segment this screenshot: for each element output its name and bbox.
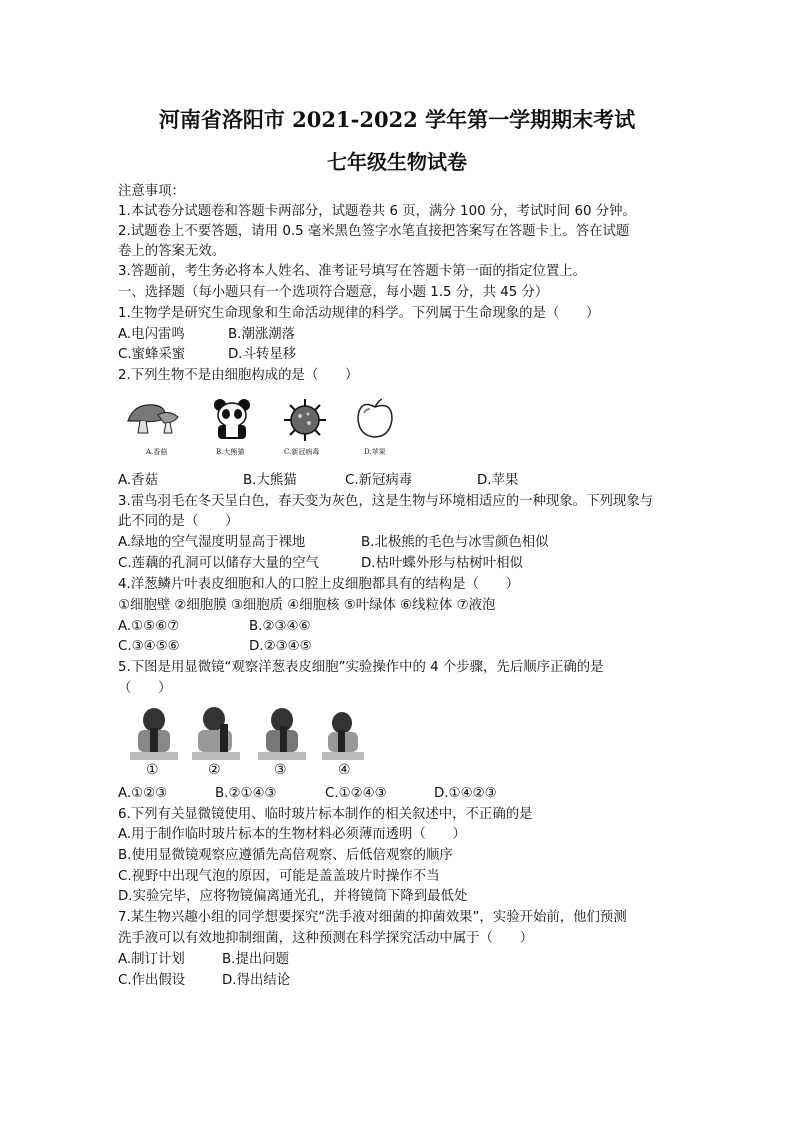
q6-option-d: D.实验完毕，应将物镜偏离通光孔，并将镜筒下降到最低处 <box>118 889 468 904</box>
q6-option-b: B.使用显微镜观察应遵循先高倍观察、后低倍观察的顺序 <box>118 848 453 863</box>
q5-images <box>128 706 368 782</box>
q4-option-c: C.③④⑤⑥ <box>118 639 180 654</box>
q7-option-c: C.作出假设 <box>118 973 186 988</box>
microscope-step-4-image <box>320 710 366 762</box>
q2-option-d: D.苹果 <box>477 473 519 488</box>
q2-option-b: B.大熊猫 <box>243 473 297 488</box>
q5-step-label-3: ③ <box>274 762 287 778</box>
q3-option-a: A.绿地的空气湿度明显高于裸地 <box>118 535 306 550</box>
note-1: 1.本试卷分试题卷和答题卡两部分，试题卷共 6 页，满分 100 分，考试时间 60 分钟。 <box>118 204 636 219</box>
q5-step-label-4: ④ <box>338 762 351 778</box>
q6-option-c: C.视野中出现气泡的原因，可能是盖盖玻片时操作不当 <box>118 869 440 884</box>
q4-items: ①细胞壁 ②细胞膜 ③细胞质 ④细胞核 ⑤叶绿体 ⑥线粒体 ⑦液泡 <box>118 598 496 613</box>
virus-image <box>282 397 328 443</box>
q7-stem-line1: 7.某生物兴趣小组的同学想要探究“洗手液对细菌的抑菌效果”，实验开始前，他们预测 <box>118 910 627 925</box>
microscope-step-1-image <box>128 706 180 762</box>
q4-option-a: A.①⑤⑥⑦ <box>118 619 180 634</box>
section-heading: 一、选择题（每小题只有一个选项符合题意，每小题 1.5 分，共 45 分） <box>118 285 549 300</box>
q1-option-b: B.潮涨潮落 <box>228 327 296 342</box>
mushroom-image <box>124 399 184 439</box>
q7-option-a: A.制订计划 <box>118 952 185 967</box>
note-2a: 2.试题卷上不要答题，请用 0.5 毫米黑色签字水笔直接把答案写在答题卡上。答在试题 <box>118 224 630 239</box>
q2-stem: 2.下列生物不是由细胞构成的是（ ） <box>118 368 359 383</box>
q1-stem: 1.生物学是研究生命现象和生命活动规律的科学。下列属于生命现象的是（ ） <box>118 306 600 321</box>
q5-step-label-2: ② <box>208 762 221 778</box>
q5-stem-line2: （ ） <box>118 681 172 696</box>
q1-option-d: D.斗转星移 <box>228 347 297 362</box>
notes-heading: 注意事项： <box>118 184 185 199</box>
apple-image <box>354 397 396 441</box>
note-2b: 卷上的答案无效。 <box>118 244 226 259</box>
q5-stem-line1: 5.下图是用显微镜“观察洋葱表皮细胞”实验操作中的 4 个步骤，先后顺序正确的是 <box>118 660 604 675</box>
q7-option-b: B.提出问题 <box>222 952 290 967</box>
q5-option-b: B.②①④③ <box>215 786 277 801</box>
q1-option-a: A.电闪雷鸣 <box>118 327 185 342</box>
q6-option-a: A.用于制作临时玻片标本的生物材料必须薄而透明（ ） <box>118 827 466 842</box>
q3-option-b: B.北极熊的毛色与冰雪颜色相似 <box>361 535 549 550</box>
exam-title: 河南省洛阳市 2021-2022 学年第一学期期末考试 <box>158 107 636 132</box>
q2-images <box>120 395 400 461</box>
q4-option-d: D.②③④⑤ <box>249 639 312 654</box>
q4-option-b: B.②③④⑥ <box>249 619 311 634</box>
q3-stem-line2: 此不同的是（ ） <box>118 514 239 529</box>
panda-image <box>212 397 252 441</box>
q5-step-label-1: ① <box>146 762 159 778</box>
q2-caption-b: B.大熊猫 <box>216 448 245 456</box>
q3-option-c: C.莲藕的孔洞可以储存大量的空气 <box>118 556 320 571</box>
q6-stem: 6.下列有关显微镜使用、临时玻片标本制作的相关叙述中，不正确的是 <box>118 807 533 822</box>
q2-option-a: A.香菇 <box>118 473 158 488</box>
q3-stem-line1: 3.雷鸟羽毛在冬天呈白色，春天变为灰色，这是生物与环境相适应的一种现象。下列现象与 <box>118 494 654 509</box>
q2-caption-a: A.香菇 <box>146 448 168 456</box>
q2-caption-c: C.新冠病毒 <box>284 448 320 456</box>
q7-stem-line2: 洗手液可以有效地抑制细菌，这种预测在科学探究活动中属于（ ） <box>118 931 534 946</box>
q5-option-c: C.①②④③ <box>325 786 387 801</box>
q3-option-d: D.枯叶蝶外形与枯树叶相似 <box>361 556 523 571</box>
microscope-step-3-image <box>256 706 308 762</box>
q4-stem: 4.洋葱鳞片叶表皮细胞和人的口腔上皮细胞都具有的结构是（ ） <box>118 577 520 592</box>
q5-option-d: D.①④②③ <box>434 786 497 801</box>
q1-option-c: C.蜜蜂采蜜 <box>118 347 186 362</box>
q7-option-d: D.得出结论 <box>222 973 291 988</box>
microscope-step-2-image <box>190 706 242 762</box>
q2-caption-d: D.苹果 <box>364 448 386 456</box>
q5-option-a: A.①②③ <box>118 786 168 801</box>
note-3: 3.答题前，考生务必将本人姓名、准考证号填写在答题卡第一面的指定位置上。 <box>118 264 587 279</box>
exam-subtitle: 七年级生物试卷 <box>327 150 467 174</box>
q2-option-c: C.新冠病毒 <box>345 473 413 488</box>
